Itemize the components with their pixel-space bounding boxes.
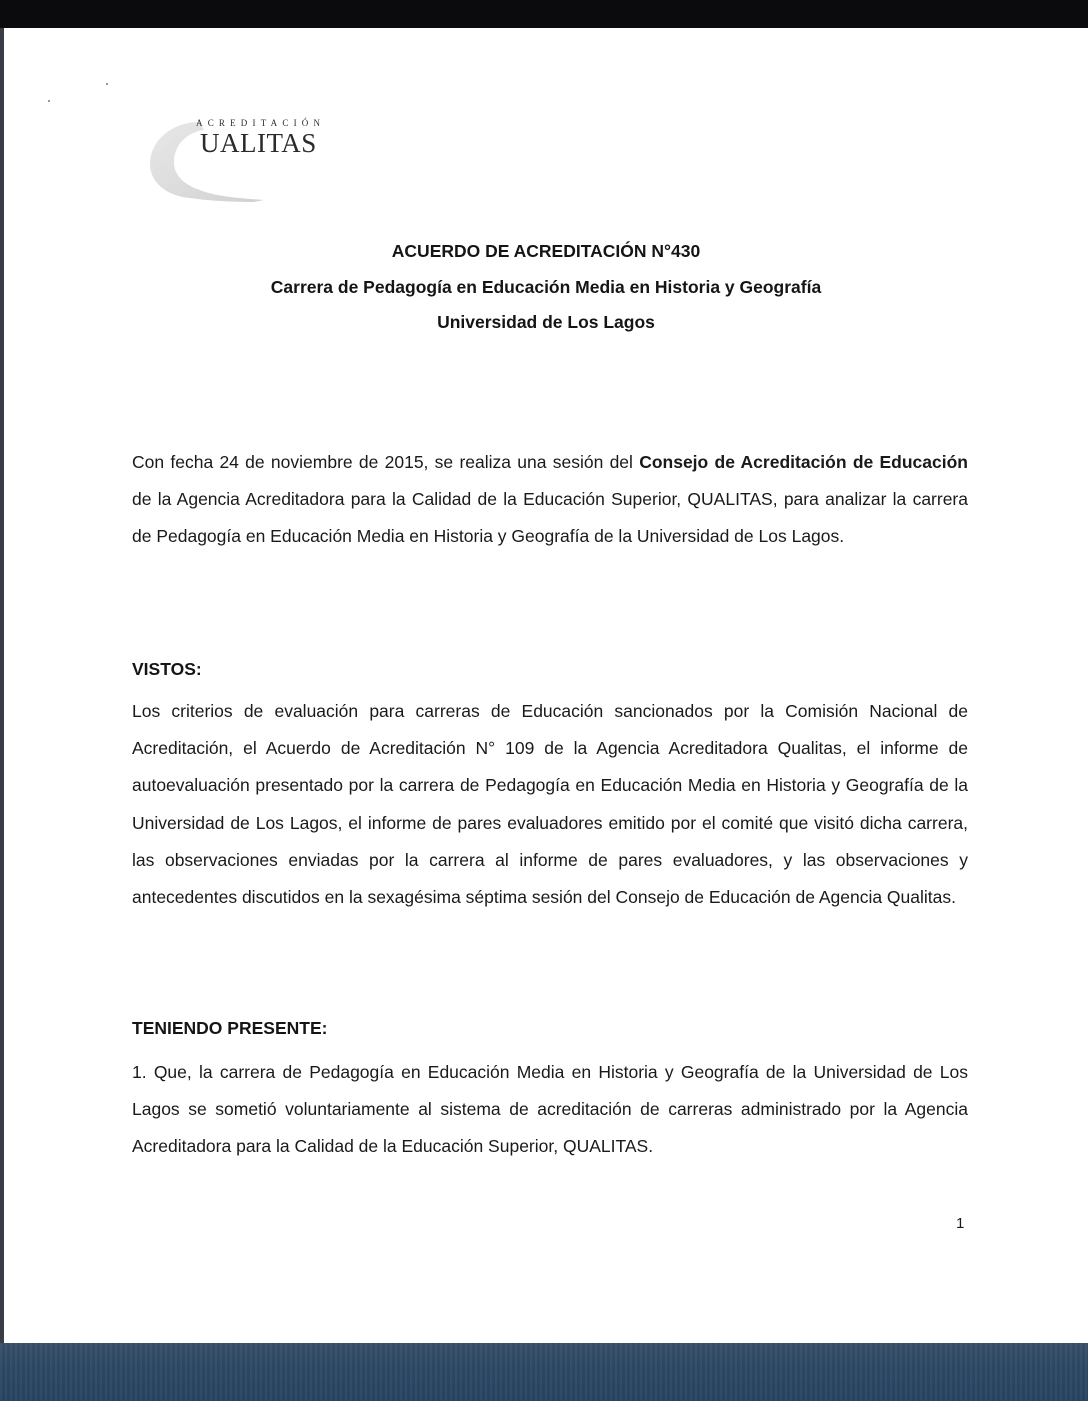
teniendo-presente-heading: TENIENDO PRESENTE: xyxy=(132,1018,328,1038)
teniendo-item-1: 1. Que, la carrera de Pedagogía en Educación Media en Historia y Geografía de la Universidad de Los Lagos se sometió voluntariamente al sistema de acreditación de carreras administrado por la Agencia Acreditadora para la Calidad de la Educación Superior, QUALITAS. xyxy=(132,1062,968,1157)
intro-text-end: de la Agencia Acreditadora para la Calidad de la Educación Superior, QUALITAS, para analizar la carrera de Pedagogía en Educación Media en Historia y Geografía de la Universidad de Los Lagos. xyxy=(132,489,968,547)
program-name: Carrera de Pedagogía en Educación Media en Historia y Geografía xyxy=(270,277,822,297)
scan-top-border xyxy=(0,0,1088,30)
scan-bottom-border xyxy=(0,1343,1088,1401)
document-page xyxy=(4,28,1088,1343)
logo-main-text: UALITAS xyxy=(200,128,317,158)
scan-speck xyxy=(48,100,50,102)
intro-paragraph xyxy=(132,444,968,556)
logo-small-text: ACREDITACIÓN xyxy=(196,118,326,128)
page-number: 1 xyxy=(956,1215,965,1232)
document-title: ACUERDO DE ACREDITACIÓN N°430 xyxy=(391,241,701,261)
intro-bold-council: Consejo de Acreditación de Educación xyxy=(639,452,968,472)
vistos-paragraph: Los criterios de evaluación para carreras de Educación sancionados por la Comisión Nacional de Acreditación, el Acuerdo de Acreditación N° 109 de la Agencia Acreditadora Qualitas, el informe de autoevaluación presentado por la carrera de Pedagogía en Educación Media en Historia y Geografía de la Universidad de Los Lagos, el informe de pares evaluadores emitido por el comité que visitó dicha carrera, las observaciones enviadas por la carrera al informe de pares evaluadores, y las observaciones y antecedentes discutidos en la sexagésima séptima sesión del Consejo de Educación de Agencia Qualitas. xyxy=(132,701,968,908)
intro-text-start: Con fecha 24 de noviembre de 2015, se realiza una sesión del xyxy=(132,452,640,472)
vistos-heading: VISTOS: xyxy=(132,659,202,679)
university-name: Universidad de Los Lagos xyxy=(437,312,655,332)
qualitas-logo xyxy=(144,116,364,216)
scan-speck xyxy=(106,83,108,85)
